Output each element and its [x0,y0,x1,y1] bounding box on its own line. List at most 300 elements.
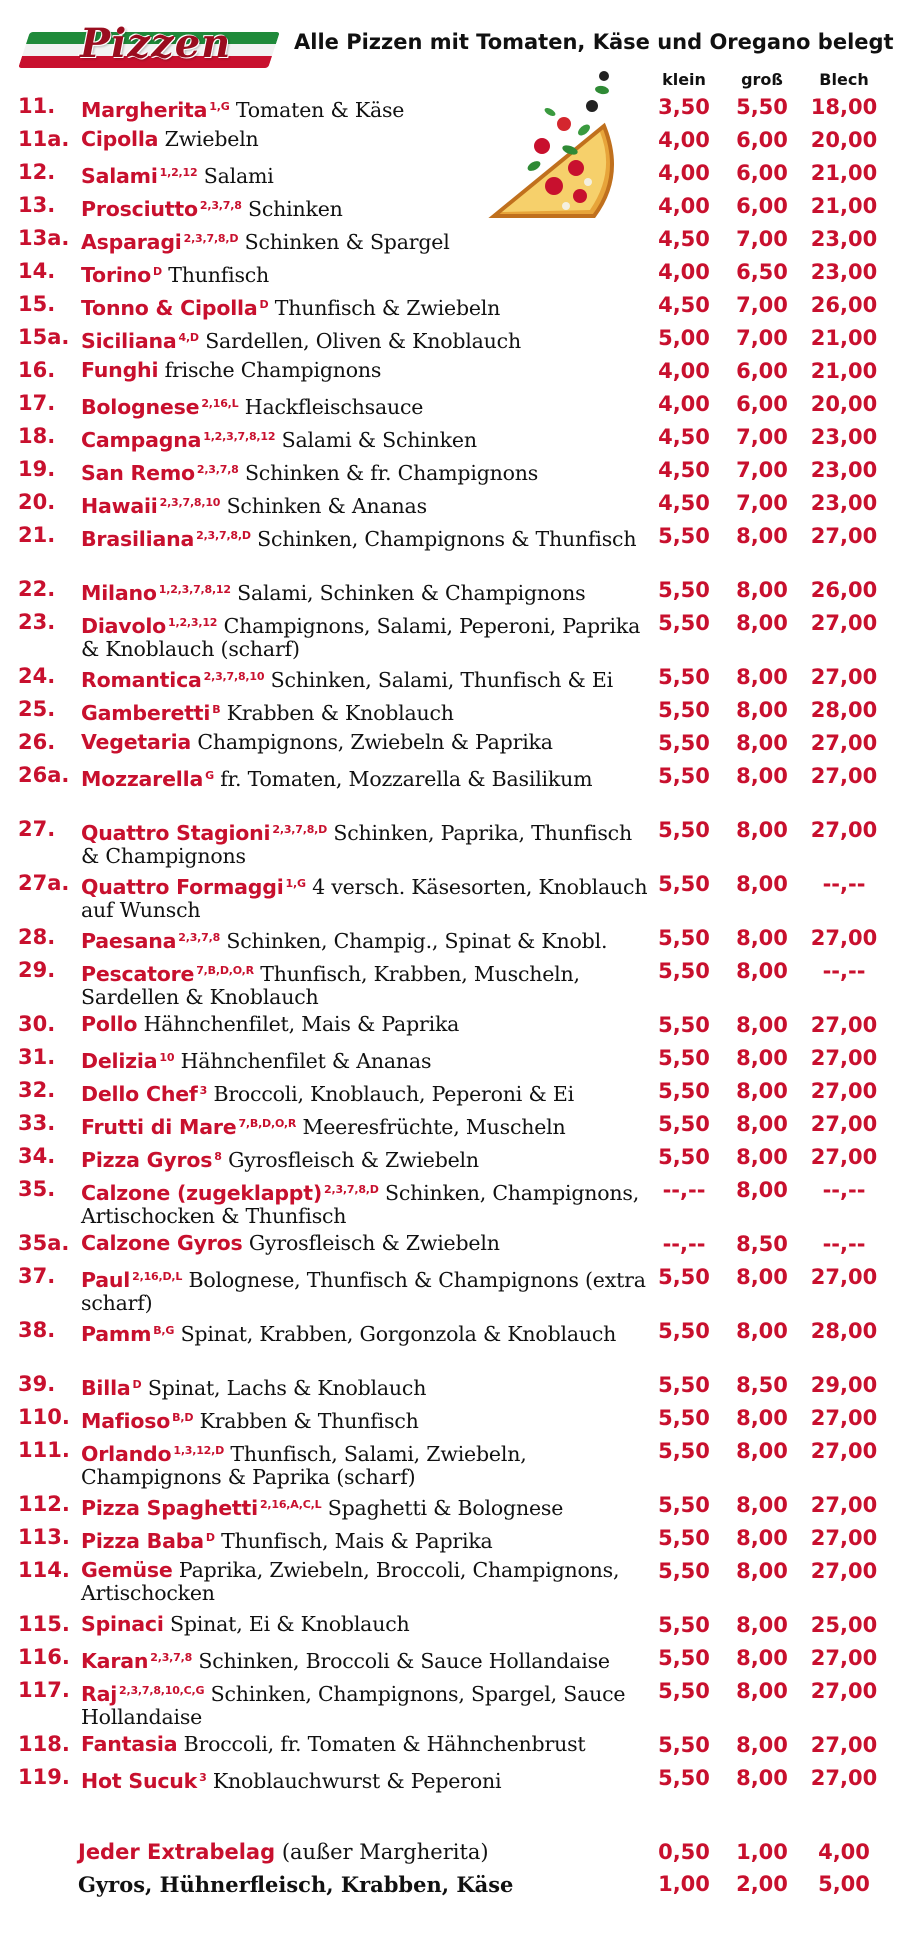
item-toppings: Schinken, Champignons, Artischocken & Thunfisch [81,1181,640,1228]
price-blech: 27,00 [810,818,878,842]
item-description-block [81,1370,651,1400]
price-blech: 27,00 [810,611,878,635]
item-name: Pamm [81,1322,152,1346]
item-name: Funghi [81,358,159,382]
item-toppings: Meeresfrüchte, Muscheln [302,1115,566,1139]
item-description-block [81,92,651,122]
item-name: Spinaci [81,1612,164,1636]
price-blech: --,-- [822,1232,866,1256]
item-allergens: B,G [153,1324,175,1337]
item-toppings: Broccoli, fr. Tomaten & Hähnchenbrust [183,1732,586,1756]
price-gross: 6,00 [736,359,788,383]
item-name: Quattro Formaggi [81,875,284,899]
item-number: 34. [18,1144,56,1168]
item-allergens: 1,2,3,7,8,12 [158,583,231,596]
price-blech: 26,00 [810,293,878,317]
logo-text: Pizzen [80,20,232,67]
menu-item [0,290,902,323]
price-blech: 23,00 [810,260,878,284]
item-description-block [81,815,651,868]
item-description-block [81,1523,651,1553]
menu-item [0,323,902,356]
price-gross: 8,00 [736,524,788,548]
price-gross: 7,00 [736,227,788,251]
price-gross: 7,00 [736,491,788,515]
price-gross: 8,00 [736,926,788,950]
item-number: 119. [18,1765,70,1789]
price-gross: 8,00 [736,1646,788,1670]
item-number: 17. [18,391,56,415]
price-blech: 27,00 [810,1406,878,1430]
menu-item [0,191,902,224]
item-toppings: Tomaten & Käse [235,98,405,122]
price-blech: --,-- [822,959,866,983]
menu-item [0,1763,902,1796]
price-blech: 27,00 [810,1526,878,1550]
item-description-block [81,1316,651,1346]
price-gross: 8,00 [736,1265,788,1289]
menu-item [0,1523,902,1556]
price-gross: 6,00 [736,128,788,152]
menu-item [0,1043,902,1076]
item-description-block [81,1556,651,1605]
menu-item [0,695,902,728]
item-toppings: Thunfisch, Salami, Zwiebeln, Champignons & Paprika (scharf) [81,1442,527,1489]
price-blech: 27,00 [810,764,878,788]
item-name: Salami [81,164,158,188]
price-gross: 8,00 [736,665,788,689]
item-description-block [81,695,651,725]
item-number: 21. [18,523,56,547]
item-toppings: Thunfisch & Zwiebeln [274,296,501,320]
price-gross: 6,00 [736,161,788,185]
item-number: 116. [18,1645,70,1669]
price-blech: 27,00 [810,1265,878,1289]
item-toppings: Gyrosfleisch & Zwiebeln [228,1148,479,1172]
price-blech: 29,00 [810,1373,878,1397]
item-allergens: 2,3,7,8 [196,463,239,476]
menu-item [0,1610,902,1643]
price-gross: 8,50 [736,1373,788,1397]
price-gross: 8,00 [736,611,788,635]
price-gross: 8,00 [736,1079,788,1103]
menu-item [0,1730,902,1763]
price-klein: 5,50 [658,1013,710,1037]
item-number: 13. [18,193,56,217]
item-allergens: 1,2,3,7,8,12 [203,430,276,443]
price-blech: 25,00 [810,1613,878,1637]
price-blech: 21,00 [810,359,878,383]
price-klein: 4,00 [658,359,710,383]
column-header-gross: groß [741,70,783,89]
item-name: Frutti di Mare [81,1115,237,1139]
price-gross: 8,00 [736,818,788,842]
price-gross: 7,00 [736,458,788,482]
item-name: Bolognese [81,395,200,419]
price-gross: 8,00 [736,1013,788,1037]
item-name: Gamberetti [81,701,211,725]
item-toppings: Schinken & fr. Champignons [244,461,539,485]
item-description-block [81,455,651,485]
item-name: Hawaii [81,494,158,518]
item-number: 26. [18,730,56,754]
item-description-block [81,323,651,353]
menu-item [0,92,902,125]
price-klein: 4,50 [658,227,710,251]
price-blech: 27,00 [810,1766,878,1790]
price-klein: 5,00 [658,326,710,350]
item-name: Paesana [81,929,177,953]
item-number: 23. [18,610,56,634]
item-allergens: 3 [199,1084,208,1097]
item-allergens: G [205,769,214,782]
menu-item [0,455,902,488]
item-toppings: Salami [203,164,274,188]
price-klein: 5,50 [658,1646,710,1670]
price-klein: 4,50 [658,491,710,515]
item-allergens: 3 [199,1771,207,1784]
item-number: 113. [18,1525,70,1549]
price-klein: 5,50 [658,1493,710,1517]
item-number: 14. [18,259,56,283]
pizza-list [0,92,902,1796]
price-gross: 8,00 [736,1145,788,1169]
price-blech: 27,00 [810,1646,878,1670]
menu-item [0,158,902,191]
price-blech: 27,00 [810,1679,878,1703]
item-toppings: Schinken, Champig., Spinat & Knobl. [226,929,608,953]
price-klein: 5,50 [658,926,710,950]
menu-item [0,608,902,662]
price-klein: 5,50 [658,959,710,983]
item-toppings: Salami, Schinken & Champignons [237,581,586,605]
price-gross: 8,00 [736,1679,788,1703]
item-name: Diavolo [81,614,167,638]
item-description-block [81,1436,651,1489]
price-klein: 4,00 [658,161,710,185]
menu-item [0,1175,902,1229]
item-name: Calzone Gyros [81,1231,243,1255]
price-klein: 5,50 [658,1145,710,1169]
item-toppings: Schinken & Ananas [226,494,427,518]
item-description-block [81,1142,651,1172]
item-name: Pizza Gyros [81,1148,213,1172]
price-blech: 27,00 [810,1013,878,1037]
item-allergens: 1,3,12,D [173,1444,225,1457]
item-name: Quattro Stagioni [81,821,271,845]
menu-item [0,1403,902,1436]
price-klein: 4,50 [658,293,710,317]
item-toppings: Knoblauchwurst & Peperoni [212,1769,502,1793]
item-number: 32. [18,1078,56,1102]
price-gross: 8,00 [736,1613,788,1637]
price-klein: 5,50 [658,1613,710,1637]
price-klein: 5,50 [658,665,710,689]
item-number: 25. [18,697,56,721]
item-description-block [81,728,651,754]
price-gross: 6,00 [736,194,788,218]
menu-item [0,662,902,695]
item-number: 24. [18,664,56,688]
item-allergens: 1,2,3,12 [168,616,218,629]
price-blech: 23,00 [810,491,878,515]
item-allergens: 4,D [178,331,199,344]
price-blech: 23,00 [810,227,878,251]
item-toppings: Sardellen, Oliven & Knoblauch [205,329,521,353]
price-blech: 27,00 [810,1112,878,1136]
item-toppings: Salami & Schinken [281,428,477,452]
price-klein: 5,50 [658,1526,710,1550]
price-klein: --,-- [662,1178,706,1202]
item-toppings: Schinken, Salami, Thunfisch & Ei [270,668,614,692]
extra-label [78,1840,489,1864]
price-klein: 5,50 [658,1112,710,1136]
item-number: 16. [18,358,56,382]
price-gross: 5,50 [736,95,788,119]
item-name: Paul [81,1268,131,1292]
price-klein: 5,50 [658,1406,710,1430]
item-description-block [81,608,651,661]
item-name: Pollo [81,1012,138,1036]
price-gross: 8,00 [736,1526,788,1550]
menu-item [0,575,902,608]
price-klein: 1,00 [658,1872,710,1896]
menu-item [0,1436,902,1490]
price-gross: 8,50 [736,1232,788,1256]
price-gross: 1,00 [736,1840,788,1864]
menu-item [0,1676,902,1730]
item-description-block [81,1262,651,1315]
item-toppings: Schinken, Broccoli & Sauce Hollandaise [198,1649,610,1673]
item-allergens: 7,B,D,O,R [196,964,254,977]
price-blech: 21,00 [810,161,878,185]
item-number: 111. [18,1438,70,1462]
item-number: 20. [18,490,56,514]
item-allergens: 2,3,7,8,10 [159,496,221,509]
price-gross: 8,00 [736,578,788,602]
item-name: Siciliana [81,329,177,353]
price-klein: 4,50 [658,458,710,482]
price-gross: 6,00 [736,392,788,416]
item-description-block [81,125,651,151]
item-allergens: 2,3,7,8,D [272,823,328,836]
item-description-block [81,356,651,382]
item-number: 19. [18,457,56,481]
item-number: 18. [18,424,56,448]
price-column-headers [0,70,902,90]
price-gross: 8,00 [736,1178,788,1202]
item-description-block [81,1109,651,1139]
item-number: 13a. [18,226,70,250]
item-allergens: D [259,298,269,311]
item-number: 11. [18,94,56,118]
menu-item [0,869,902,923]
item-toppings: Thunfisch, Krabben, Muscheln, Sardellen & Knoblauch [81,962,580,1009]
item-allergens: D [205,1531,215,1544]
item-number: 39. [18,1372,56,1396]
item-name: Cipolla [81,127,159,151]
menu-item [0,1643,902,1676]
item-name: Karan [81,1649,149,1673]
item-description-block [81,761,651,791]
item-allergens: 1,G [209,100,230,113]
item-toppings: Hähnchenfilet, Mais & Paprika [143,1012,460,1036]
price-klein: 5,50 [658,1046,710,1070]
price-gross: 2,00 [736,1872,788,1896]
item-name: Calzone (zugeklappt) [81,1181,323,1205]
item-toppings: Thunfisch [168,263,270,287]
price-klein: 5,50 [658,1733,710,1757]
item-number: 35a. [18,1231,70,1255]
price-blech: 27,00 [810,1079,878,1103]
price-blech: 23,00 [810,425,878,449]
menu-item [0,422,902,455]
item-name: Pizza Spaghetti [81,1496,258,1520]
price-blech: --,-- [822,1178,866,1202]
item-name: Tonno & Cipolla [81,296,258,320]
menu-item [0,488,902,521]
item-name: Prosciutto [81,197,198,221]
menu-item [0,761,902,815]
item-name: Romantica [81,668,202,692]
extra-name: Jeder Extrabelag [78,1840,276,1864]
item-allergens: 2,3,7,8,10 [203,670,265,683]
item-toppings: Spaghetti & Bolognese [327,1496,564,1520]
price-gross: 8,00 [736,698,788,722]
price-blech: 27,00 [810,1733,878,1757]
price-klein: 5,50 [658,764,710,788]
extras-section [0,1838,902,1902]
price-klein: 0,50 [658,1840,710,1864]
item-allergens: D [132,1378,142,1391]
item-number: 12. [18,160,56,184]
extra-name: Gyros, Hühnerfleisch, Krabben, Käse [78,1872,514,1897]
price-gross: 7,00 [736,326,788,350]
menu-item [0,956,902,1010]
item-allergens: 2,16,D,L [132,1270,183,1283]
price-klein: 5,50 [658,1265,710,1289]
price-gross: 8,00 [736,764,788,788]
menu-item [0,224,902,257]
item-toppings: Spinat, Lachs & Knoblauch [147,1376,427,1400]
price-gross: 8,00 [736,1439,788,1463]
item-number: 38. [18,1318,56,1342]
menu-item [0,728,902,761]
menu-item [0,125,902,158]
price-blech: 23,00 [810,458,878,482]
item-toppings: 4 versch. Käsesorten, Knoblauch auf Wunsch [81,875,648,922]
price-klein: 5,50 [658,1766,710,1790]
item-toppings: Thunfisch, Mais & Paprika [221,1529,493,1553]
price-gross: 8,00 [736,1319,788,1343]
item-toppings: Schinken, Champignons, Spargel, Sauce Hollandaise [81,1682,626,1729]
price-blech: 20,00 [810,128,878,152]
price-klein: 5,50 [658,872,710,896]
item-number: 11a. [18,127,70,151]
item-toppings: Gyrosfleisch & Zwiebeln [248,1231,500,1255]
item-number: 29. [18,958,56,982]
item-name: Pizza Baba [81,1529,204,1553]
menu-item [0,389,902,422]
item-description-block [81,1229,651,1255]
column-header-blech: Blech [819,70,869,89]
item-description-block [81,1763,651,1793]
menu-item [0,1010,902,1043]
item-toppings: Hähnchenfilet & Ananas [180,1049,432,1073]
item-name: Pescatore [81,962,195,986]
item-allergens: D [152,265,162,278]
price-blech: 27,00 [810,665,878,689]
price-blech: 26,00 [810,578,878,602]
price-klein: 5,50 [658,1079,710,1103]
item-name: Vegetaria [81,730,192,754]
item-name: Hot Sucuk [81,1769,198,1793]
item-description-block [81,923,651,953]
menu-subtitle: Alle Pizzen mit Tomaten, Käse und Oregano belegt [294,30,894,54]
price-gross: 8,00 [736,1112,788,1136]
item-number: 15. [18,292,56,316]
item-number: 26a. [18,763,70,787]
item-description-block [81,662,651,692]
item-name: Mafioso [81,1409,171,1433]
item-description-block [81,521,651,551]
menu-item [0,1076,902,1109]
menu-header [0,0,902,90]
item-toppings: Paprika, Zwiebeln, Broccoli, Champignons, Artischocken [81,1558,620,1605]
item-name: Torino [81,263,151,287]
item-allergens: 10 [159,1051,175,1064]
menu-item [0,1316,902,1370]
price-gross: 7,00 [736,425,788,449]
item-description-block [81,158,651,188]
item-name: Brasiliana [81,527,195,551]
item-toppings: frische Champignons [164,358,382,382]
item-description-block [81,1175,651,1228]
item-description-block [81,956,651,1009]
item-description-block [81,1490,651,1520]
price-gross: 8,00 [736,959,788,983]
item-description-block [81,389,651,419]
price-klein: 4,00 [658,260,710,284]
price-klein: 4,00 [658,194,710,218]
item-description-block [81,488,651,518]
item-number: 115. [18,1612,70,1636]
menu-item [0,1262,902,1316]
item-description-block [81,257,651,287]
item-toppings: Champignons, Zwiebeln & Paprika [197,730,553,754]
item-number: 114. [18,1558,70,1582]
menu-item [0,257,902,290]
extra-note: (außer Margherita) [281,1840,489,1864]
item-toppings: Schinken, Champignons & Thunfisch [257,527,637,551]
item-number: 37. [18,1264,56,1288]
extra-topping-row [0,1838,902,1870]
item-description-block [81,290,651,320]
price-klein: 4,00 [658,128,710,152]
extra-topping-row [0,1870,902,1902]
price-klein: 5,50 [658,1373,710,1397]
item-toppings: Krabben & Thunfisch [199,1409,419,1433]
item-toppings: Krabben & Knoblauch [226,701,454,725]
item-name: San Remo [81,461,195,485]
price-gross: 7,00 [736,293,788,317]
item-number: 30. [18,1012,56,1036]
item-description-block [81,1043,651,1073]
menu-item [0,356,902,389]
item-toppings: Spinat, Krabben, Gorgonzola & Knoblauch [180,1322,617,1346]
menu-item [0,1109,902,1142]
menu-item [0,1142,902,1175]
